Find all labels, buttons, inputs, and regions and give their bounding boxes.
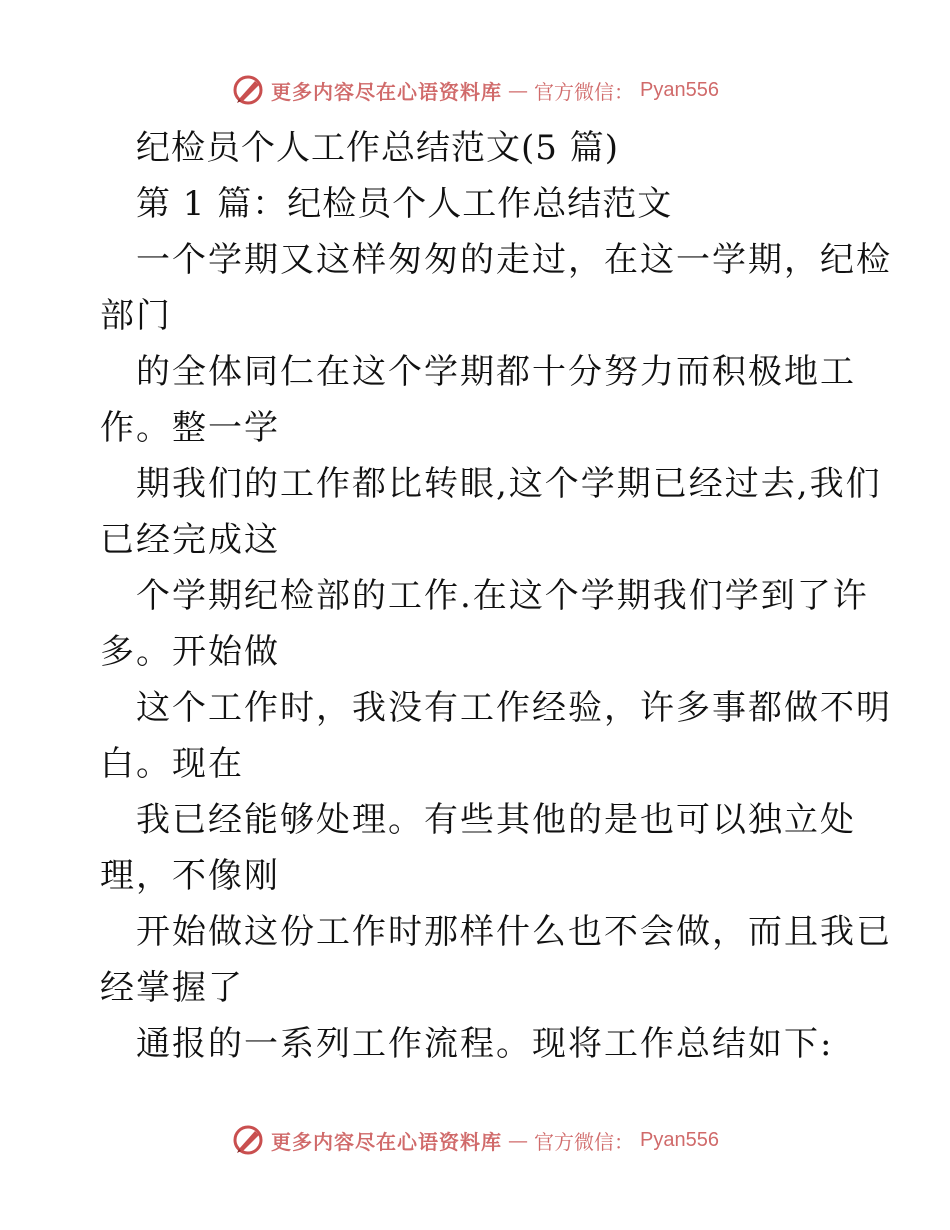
paragraph-line: 经掌握了	[100, 968, 244, 1008]
pen-logo-icon	[231, 1123, 265, 1157]
paragraph-line: 期我们的工作都比转眼,这个学期已经过去,我们	[136, 464, 882, 504]
paragraph-line: 白。现在	[100, 744, 244, 784]
footer-watermark-banner	[0, 1120, 950, 1160]
paragraph-line: 多。开始做	[100, 632, 280, 672]
paragraph-line: 部门	[100, 296, 172, 336]
paragraph-line: 理，不像刚	[100, 856, 280, 896]
document-body	[100, 120, 892, 1072]
document-title: 纪检员个人工作总结范文(5 篇)	[136, 128, 619, 168]
paragraph-line: 我已经能够处理。有些其他的是也可以独立处	[136, 800, 856, 840]
paragraph-line: 个学期纪检部的工作.在这个学期我们学到了许	[136, 576, 869, 616]
paragraph-line: 这个工作时，我没有工作经验，许多事都做不明	[136, 688, 892, 728]
paragraph-line: 已经完成这	[100, 520, 280, 560]
banner-wechat-label: 官方微信：	[534, 1129, 635, 1154]
banner-main-text: 更多内容尽在心语资料库	[271, 79, 503, 104]
banner-dash: —	[508, 78, 529, 102]
paragraph-line: 的全体同仁在这个学期都十分努力而积极地工	[136, 352, 856, 392]
banner-wechat-id: Pyan556	[640, 78, 719, 101]
banner-main-text: 更多内容尽在心语资料库	[271, 1129, 503, 1154]
document-subtitle: 第 1 篇：纪检员个人工作总结范文	[136, 184, 673, 224]
paragraph-line: 开始做这份工作时那样什么也不会做，而且我已	[136, 912, 892, 952]
paragraph-line: 一个学期又这样匆匆的走过，在这一学期，纪检	[136, 240, 892, 280]
paragraph-line: 作。整一学	[100, 408, 280, 448]
banner-wechat-label: 官方微信：	[534, 79, 635, 104]
header-watermark-banner	[0, 70, 950, 110]
paragraph-line: 通报的一系列工作流程。现将工作总结如下:	[136, 1024, 834, 1064]
pen-logo-icon	[231, 73, 265, 107]
banner-wechat-id: Pyan556	[640, 1128, 719, 1151]
banner-dash: —	[508, 1128, 529, 1152]
